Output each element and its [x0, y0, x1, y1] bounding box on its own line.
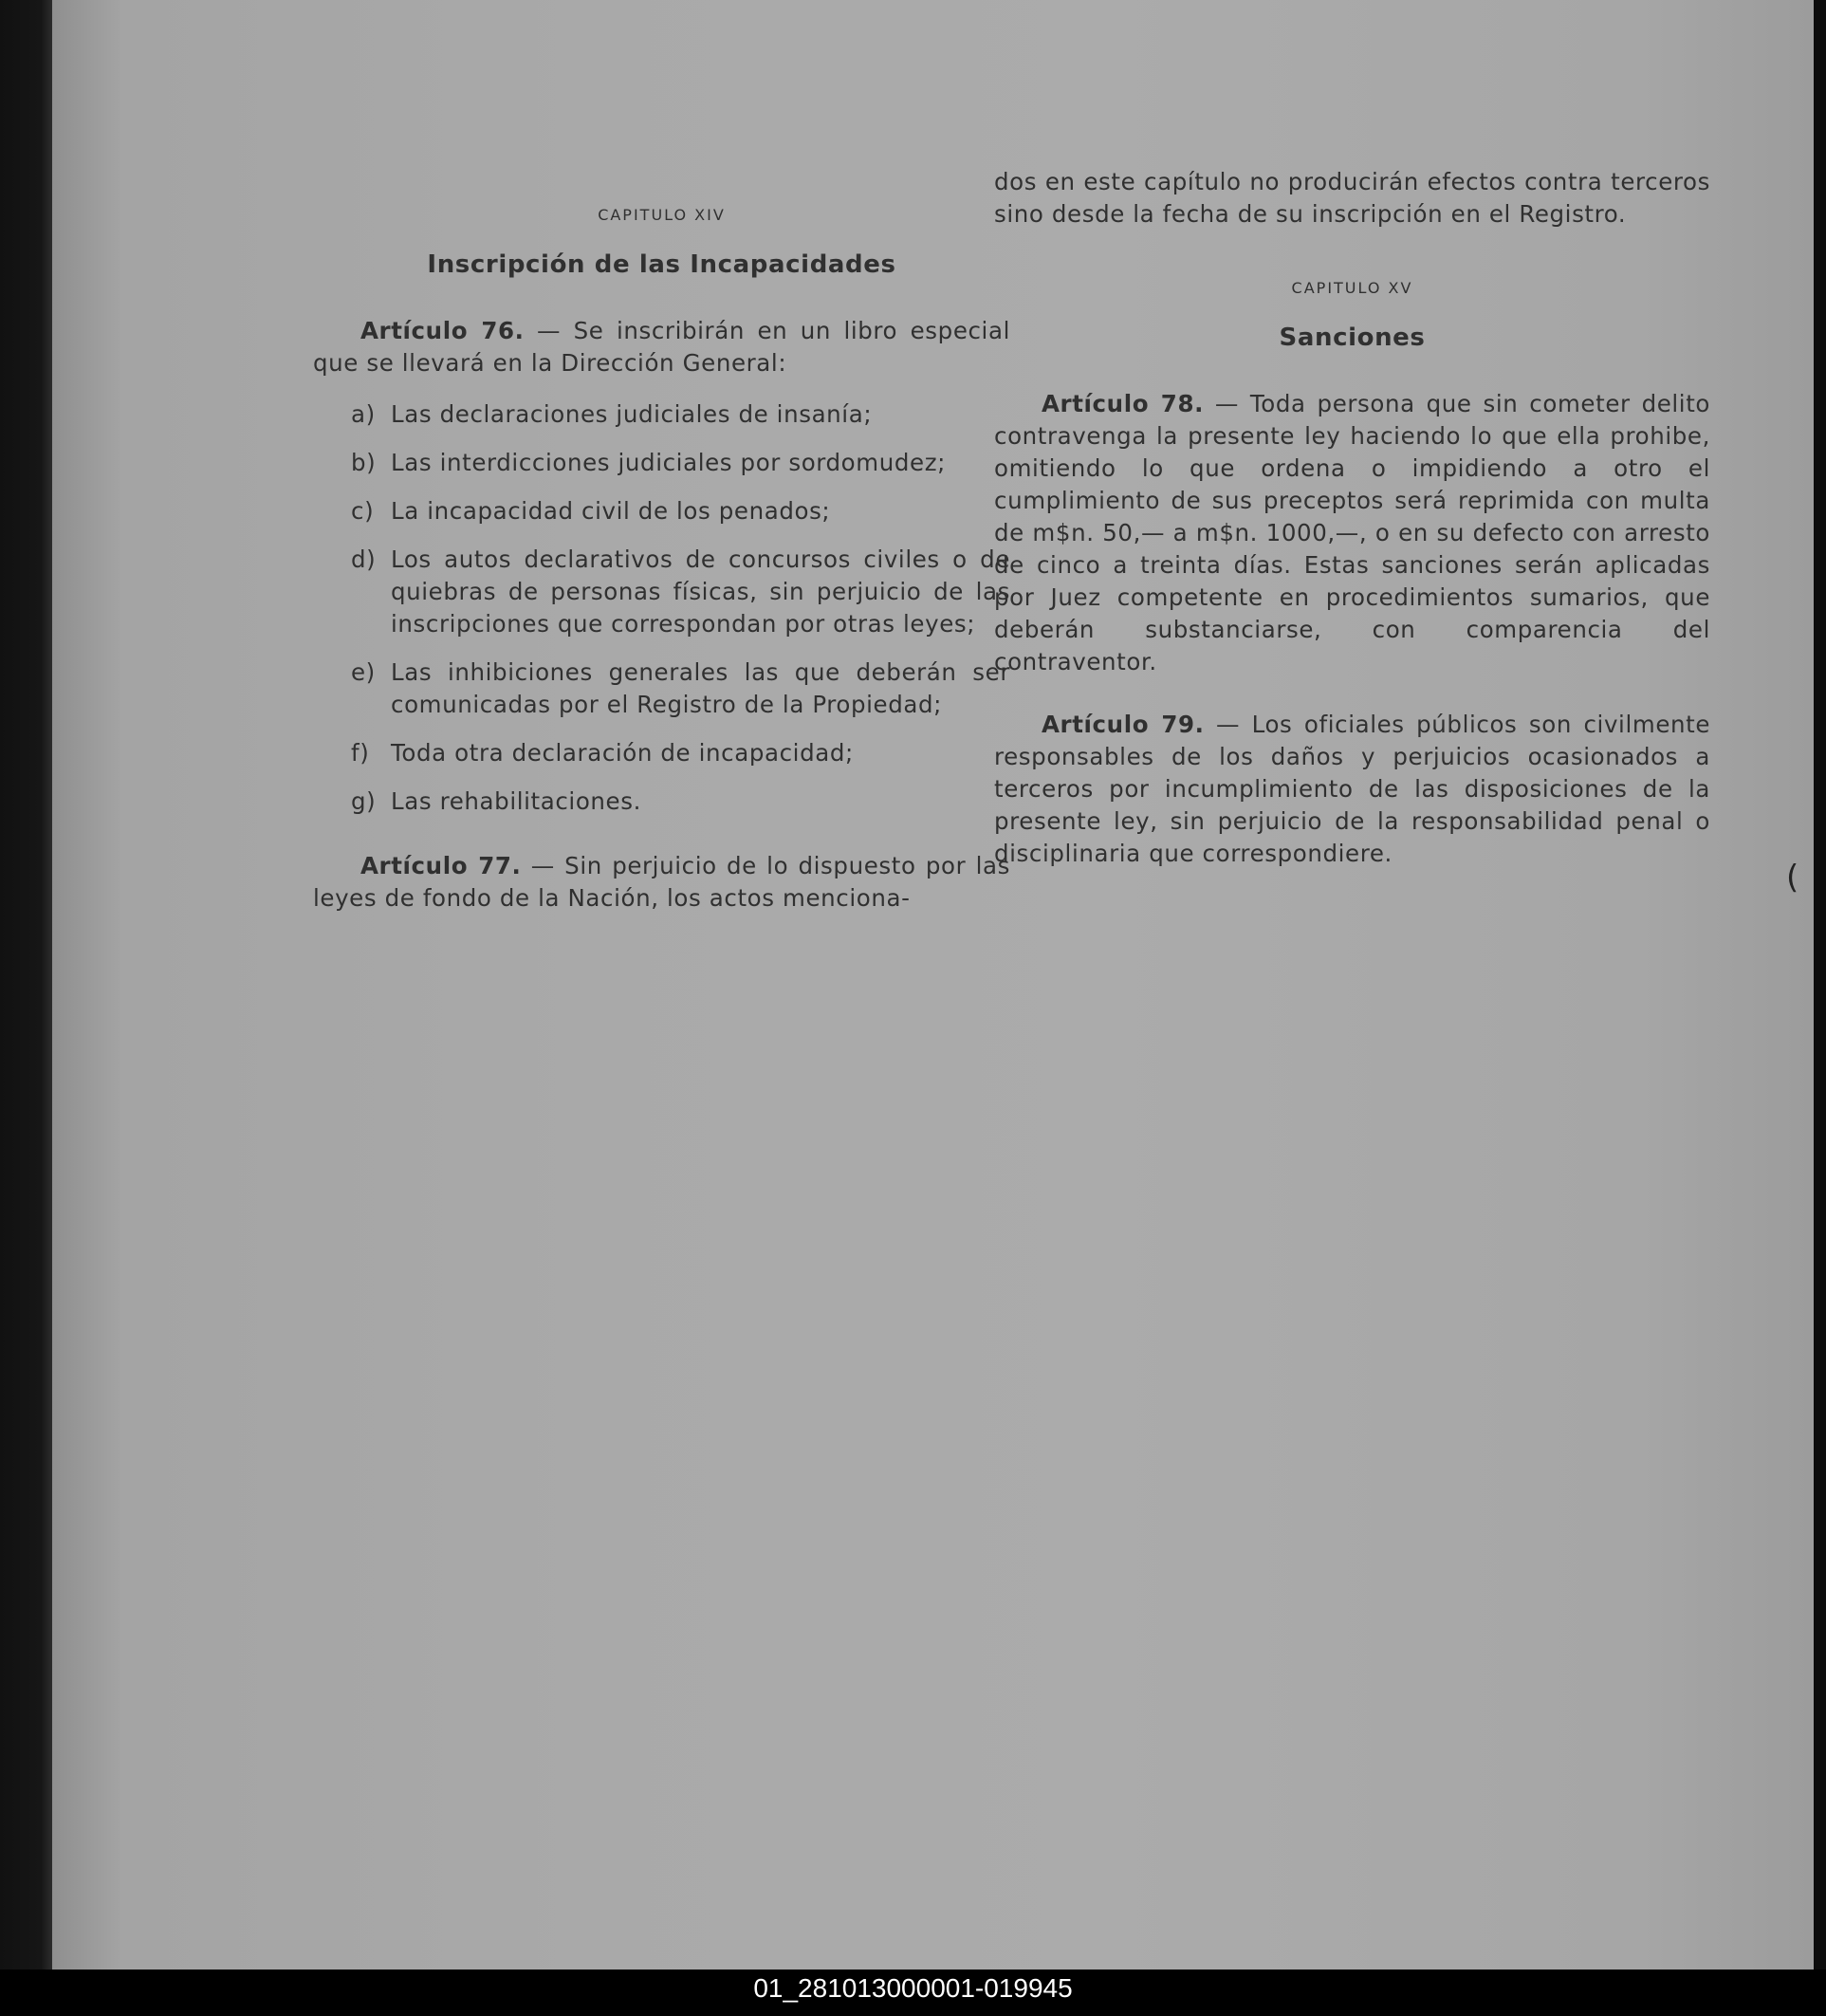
list-item: [351, 495, 1010, 527]
list-item-text: Las declaraciones judiciales de insanía;: [391, 400, 873, 428]
list-item: [351, 786, 1010, 818]
article-text: — Los oficiales públicos son civilmente responsables de los daños y perjuicios ocasionados a terceros por incumplimiento de las disposiciones de la presente ley, sin perjuicio de la responsabilidad penal o disciplinaria que correspondiere.: [994, 711, 1710, 867]
list-item-text: Las rehabilitaciones.: [391, 787, 641, 815]
document-page: [52, 0, 1814, 1970]
chapter-label: CAPITULO XV: [1291, 279, 1413, 297]
right-column: [994, 166, 1710, 889]
article-79: [994, 709, 1710, 870]
list-item: [351, 447, 1010, 479]
list-item-text: Toda otra declaración de incapacidad;: [391, 739, 854, 767]
chapter-title: Sanciones: [1279, 324, 1426, 352]
list-item-text: Las inhibiciones generales las que deberán ser comunicadas por el Registro de la Propiedad;: [391, 658, 1010, 718]
article-77-continuation: dos en este capítulo no producirán efectos contra terceros sino desde la fecha de su inscripción en el Registro.: [994, 168, 1710, 228]
article-text: — Toda persona que sin cometer delito contravenga la presente ley haciendo lo que ella prohibe, omitiendo lo que ordena o impidiendo a otro el cumplimiento de sus preceptos será reprimida con multa de m$n. 50,— a m$n. 1000,—, o en su defecto con arresto de cinco a treinta días. Estas sanciones serán aplicadas por Juez competente en procedimientos sumarios, que deberán substanciarse, con comparencia del contraventor.: [994, 390, 1710, 675]
scan-left-edge: [0, 0, 59, 1970]
list-item-label: d): [351, 546, 377, 573]
chapter-title: Inscripción de las Incapacidades: [427, 250, 896, 279]
article-76: [313, 315, 1010, 379]
article-77: [313, 850, 1010, 915]
list-item: [351, 544, 1010, 640]
article-label: Artículo 78.: [1042, 390, 1204, 417]
scan-right-edge: [1814, 0, 1826, 1970]
list-item-label: b): [351, 449, 377, 476]
margin-mark: (: [1786, 859, 1799, 897]
list-item: [351, 398, 1010, 431]
article-text: — Sin perjuicio de lo dispuesto por las leyes de fondo de la Nación, los actos menciona-: [313, 852, 1010, 912]
article-label: Artículo 76.: [360, 317, 525, 344]
list-item: [351, 737, 1010, 769]
list-item-label: g): [351, 787, 377, 815]
list-item-label: f): [351, 739, 370, 767]
article-text: — Se inscribirán en un libro especial que se llevará en la Dirección General:: [313, 317, 1010, 377]
list-item-text: La incapacidad civil de los penados;: [391, 497, 831, 525]
chapter-label: CAPITULO XIV: [598, 206, 726, 224]
article-label: Artículo 77.: [360, 852, 522, 879]
article-label: Artículo 79.: [1042, 711, 1205, 738]
list-item-label: e): [351, 658, 376, 686]
left-column: [313, 180, 1010, 934]
list-item-label: c): [351, 497, 375, 525]
list-item-text: Los autos declarativos de concursos civiles o de quiebras de personas físicas, sin perjuicio de las inscripciones que correspondan por otras leyes;: [391, 546, 1010, 638]
scan-id-footer: 01_281013000001-019945: [0, 1970, 1826, 2016]
article-78: [994, 388, 1710, 678]
list-item-label: a): [351, 400, 376, 428]
list-item-text: Las interdicciones judiciales por sordomudez;: [391, 449, 947, 476]
list-item: [351, 657, 1010, 721]
